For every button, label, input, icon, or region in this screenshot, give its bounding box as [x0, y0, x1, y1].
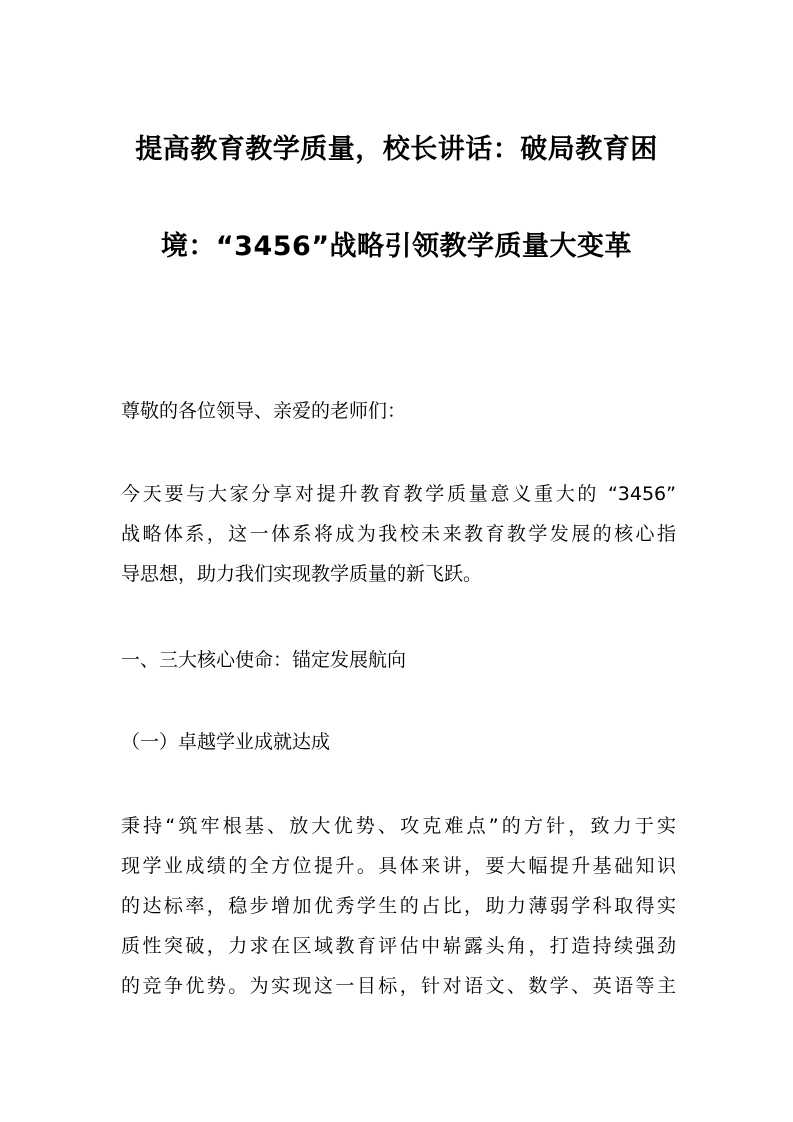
- paragraph-line: 今天要与大家分享对提升教育教学质量意义重大的 “3456”: [121, 483, 676, 505]
- paragraph-line: 现学业成绩的全方位提升。具体来讲，要大幅提升基础知识: [121, 855, 676, 877]
- paragraph-line: 战略体系，这一体系将成为我校未来教育教学发展的核心指: [121, 523, 676, 545]
- paragraph-intro: [121, 474, 676, 594]
- paragraph-line: 的达标率，稳步增加优秀学生的占比，助力薄弱学科取得实: [121, 895, 676, 917]
- document-title-line-2: 境：“3456”战略引领教学质量大变革: [160, 231, 633, 262]
- document-title-line-1: 提高教育教学质量，校长讲话：破局教育困: [135, 134, 658, 165]
- paragraph-body: [121, 806, 676, 1006]
- subsection-heading: （一）卓越学业成就达成: [121, 731, 331, 753]
- paragraph-line: 导思想，助力我们实现教学质量的新飞跃。: [121, 563, 483, 585]
- section-heading: 一、三大核心使命：锚定发展航向: [121, 649, 407, 671]
- paragraph-line: 质性突破，力求在区域教育评估中崭露头角，打造持续强劲: [121, 935, 676, 957]
- greeting: 尊敬的各位领导、亲爱的老师们：: [121, 400, 407, 422]
- paragraph-line: 秉持“筑牢根基、放大优势、攻克难点”的方针，致力于实: [121, 815, 676, 837]
- paragraph-line: 的竞争优势。为实现这一目标，针对语文、数学、英语等主: [121, 975, 676, 997]
